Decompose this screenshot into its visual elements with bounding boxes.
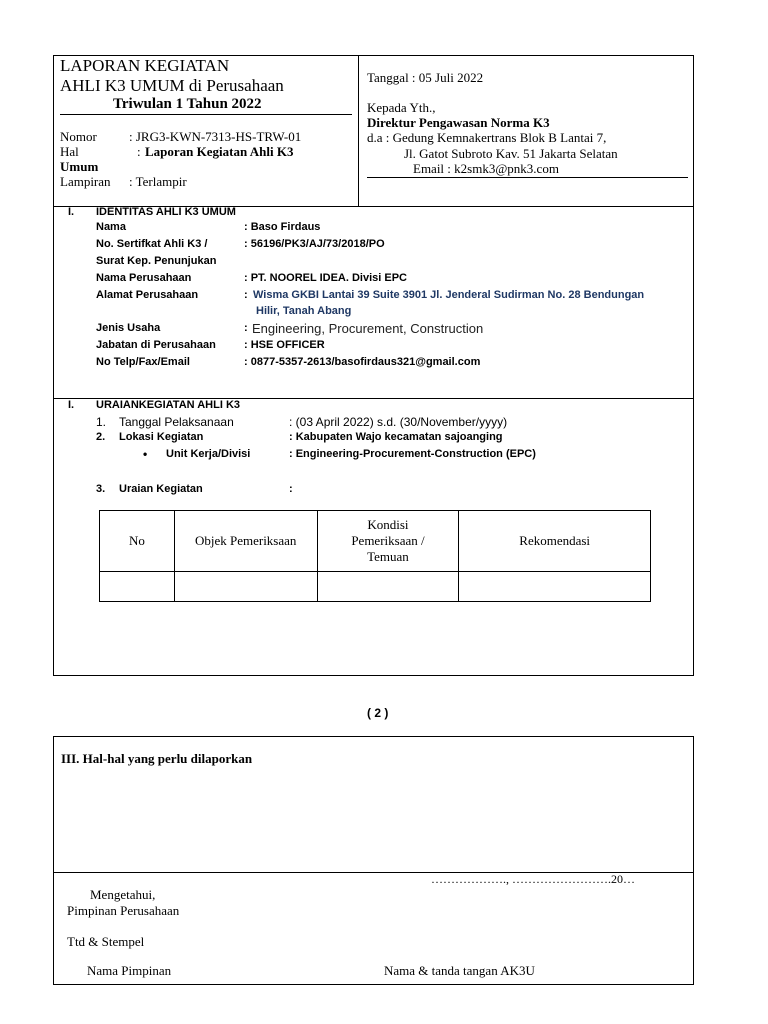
date-line: ………………., …………………….20… [431, 872, 635, 886]
identitas-heading: IDENTITAS AHLI K3 UMUM [96, 206, 236, 218]
nama-pimpinan: Nama Pimpinan [87, 963, 172, 978]
address-underline [367, 177, 688, 178]
table-header-objek: Objek Pemeriksaan [174, 511, 317, 572]
address-email: Email : k2smk3@pnk3.com [413, 161, 559, 176]
field-label-surat: Surat Kep. Penunjukan [96, 255, 217, 267]
uraian-item-label: Lokasi Kegiatan [119, 431, 204, 443]
uraian-item-value: : [289, 483, 293, 495]
field-value-perusahaan: : PT. NOOREL IDEA. Divisi EPC [244, 272, 407, 284]
pimpinan-perusahaan: Pimpinan Perusahaan [67, 903, 180, 918]
inspection-table [99, 510, 651, 602]
address-street: Jl. Gatot Subroto Kav. 51 Jakarta Selatan [404, 146, 618, 161]
mengetahui: Mengetahui, [90, 887, 156, 902]
field-value-jabatan: : HSE OFFICER [244, 339, 325, 351]
table-header-no: No [100, 511, 175, 572]
tanggal: Tanggal : 05 Juli 2022 [367, 70, 484, 85]
title-underline [60, 114, 352, 115]
uraian-item-label: Uraian Kegiatan [119, 483, 203, 495]
field-value-alamat: Wisma GKBI Lantai 39 Suite 3901 Jl. Jenderal Sudirman No. 28 Bendungan [253, 289, 645, 301]
report-subtitle: Triwulan 1 Tahun 2022 [113, 96, 262, 112]
uraian-item-num: 2. [96, 431, 106, 443]
direktur: Direktur Pengawasan Norma K3 [367, 115, 550, 130]
field-label-jabatan: Jabatan di Perusahaan [96, 339, 216, 351]
uraian-num: I. [68, 399, 75, 411]
lampiran-label: Lampiran [60, 174, 111, 189]
uraian-item-value: : Engineering-Procurement-Construction (EPC) [289, 448, 536, 460]
ttd-stempel: Ttd & Stempel [67, 934, 145, 949]
field-label-alamat: Alamat Perusahaan [96, 289, 199, 301]
uraian-heading: URAIANKEGIATAN AHLI K3 [96, 399, 241, 411]
uraian-item-label: Unit Kerja/Divisi [166, 448, 251, 460]
bullet-icon: • [143, 447, 148, 461]
uraian-item-label: Tanggal Pelaksanaan [119, 415, 234, 429]
nomor-value: : JRG3-KWN-7313-HS-TRW-01 [129, 129, 302, 144]
table-cell [174, 572, 317, 602]
kepada: Kepada Yth., [367, 100, 436, 115]
field-label-nama: Nama [96, 221, 126, 233]
report-title: LAPORAN KEGIATAN [60, 56, 230, 75]
field-value-telp: : 0877-5357-2613/basofirdaus321@gmail.com [244, 356, 481, 368]
hal-label: Hal [60, 144, 79, 159]
address-da: d.a : Gedung Kemnakertrans Blok B Lantai 7, [367, 130, 607, 145]
table-header-kondisi: Kondisi Pemeriksaan / Temuan [317, 511, 459, 572]
uraian-item-value: : Kabupaten Wajo kecamatan sajoanging [289, 431, 503, 443]
uraian-item-num: 1. [96, 415, 107, 429]
field-label-perusahaan: Nama Perusahaan [96, 272, 192, 284]
hal-value-2: Umum [60, 159, 99, 174]
field-value-jenis: Engineering, Procurement, Construction [252, 321, 484, 336]
header-divider [358, 55, 359, 207]
hal-colon: : [137, 144, 141, 159]
identitas-box [53, 206, 694, 399]
field-value-sertifikat: : 56196/PK3/AJ/73/2018/PO [244, 238, 385, 250]
table-cell [100, 572, 175, 602]
identitas-num: I. [68, 206, 75, 218]
field-value-nama: : Baso Firdaus [244, 221, 321, 233]
field-label-telp: No Telp/Fax/Email [96, 356, 190, 368]
section3-box [53, 736, 694, 985]
field-colon-alamat: : [244, 289, 248, 301]
uraian-item-num: 3. [96, 483, 106, 495]
nomor-label: Nomor [60, 129, 97, 144]
field-value-alamat-2: Hilir, Tanah Abang [256, 305, 352, 317]
hal-value: Laporan Kegiatan Ahli K3 [145, 144, 294, 159]
page-number: ( 2 ) [367, 706, 389, 720]
lampiran-value: : Terlampir [129, 174, 187, 189]
field-colon-jenis: : [244, 322, 248, 334]
report-title-2: AHLI K3 UMUM di Perusahaan [60, 76, 284, 95]
table-header-rekomendasi: Rekomendasi [459, 511, 651, 572]
nama-ak3u: Nama & tanda tangan AK3U [384, 963, 535, 978]
uraian-item-value: : (03 April 2022) s.d. (30/November/yyyy) [289, 415, 508, 429]
field-label-sertifikat: No. Sertifkat Ahli K3 / [96, 238, 208, 250]
table-cell [459, 572, 651, 602]
table-cell [317, 572, 459, 602]
field-label-jenis: Jenis Usaha [96, 322, 161, 334]
section3-heading: III. Hal-hal yang perlu dilaporkan [61, 751, 253, 766]
